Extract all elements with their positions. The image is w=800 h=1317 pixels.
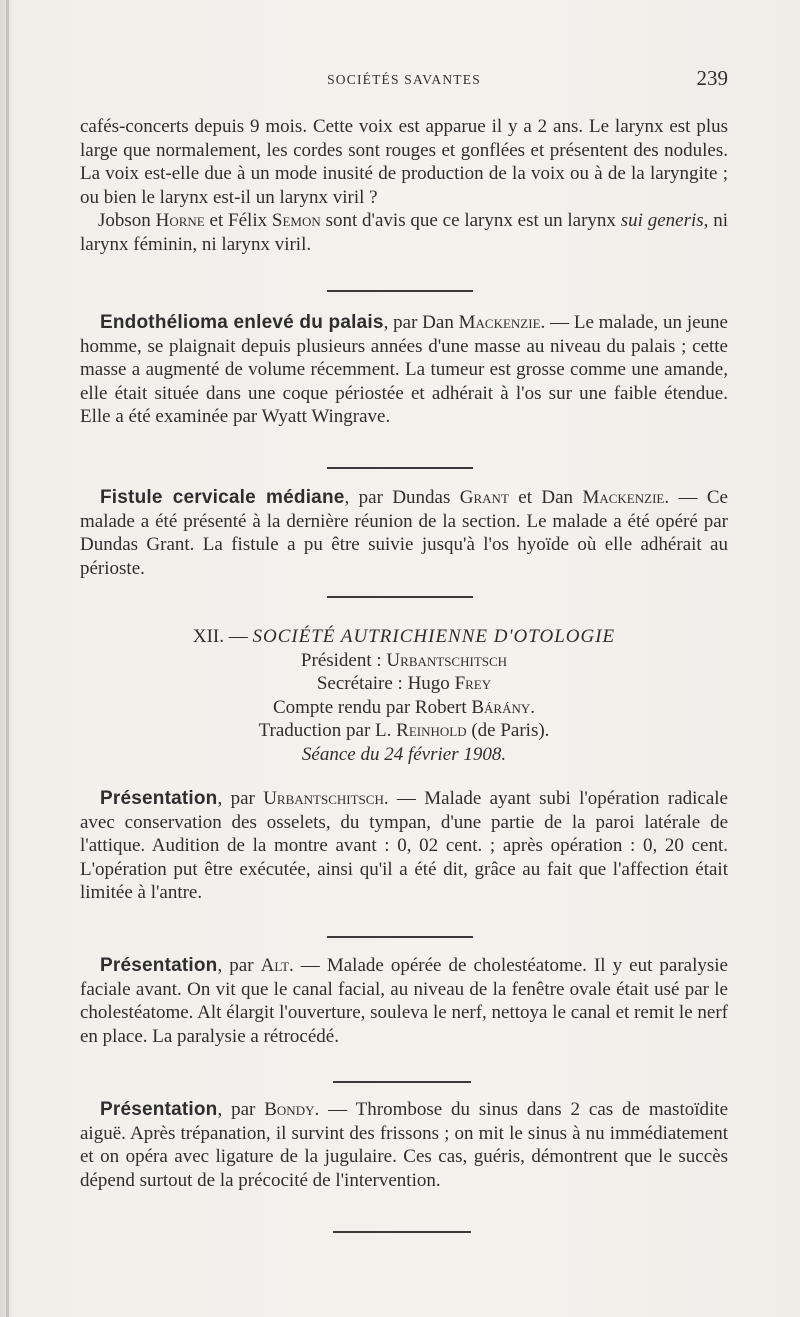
author-name: Mackenzie [582,487,665,508]
section-body: . — Le malade, un jeune homme, se plaignait depuis plusieurs années d'une masse au niveau du palais ; cette masse a augmenté de volume récemment. La tumeur est grosse comme une amande, elle était située dans une coque périostée et adhérait à l'os sur une faible étendue. Elle a été examinée par Wyatt Wingrave. [80,312,728,428]
label: Traduction par L. [258,720,397,742]
text-run: , ni larynx féminin, ni larynx viril. [80,210,729,255]
text-run: , par Dan [383,312,459,333]
section-divider [327,596,473,598]
section-heading: Fistule cervicale médiane [100,487,345,508]
text-run: Jobson [98,210,156,232]
society-president [80,649,728,673]
label: Secrétaire : Hugo [316,673,455,695]
section-heading: Endothélioma enlevé du palais [100,312,384,333]
section-divider [327,467,473,469]
report-author: Bárány [471,696,531,718]
running-title: SOCIÉTÉS SAVANTES [327,72,481,87]
intro-conclusion-paragraph [80,209,728,256]
label: Président : [300,649,387,671]
president-name: Urbantschitsch [386,649,508,671]
author-name: Bondy [264,1099,315,1120]
section-divider [333,1081,471,1083]
section-divider [333,1231,471,1233]
page-edge-shadow [6,0,9,1317]
author-name: Alt [260,955,290,976]
intro-section [80,115,728,257]
society-name: SOCIÉTÉ AUTRICHIENNE D'OTOLOGIE [252,626,616,647]
punctuation: . [530,696,536,718]
section-divider [327,290,473,292]
author-name: Horne [155,210,205,232]
society-secretary [80,672,728,696]
fistule-paragraph [80,486,728,580]
section-divider [327,936,473,938]
section-body: . — Malade opérée de cholestéatome. Il y eut paralysie faciale avant. On vit que le canal facial, au niveau de la fenêtre ovale était usé par le cholestéatome. Alt élargit l'ouverture, souleva le nerf, nettoya le canal et remit le nerf en place. La paralysie a rétrocédé. [80,955,728,1047]
section-body: . — Ce malade a été présenté à la dernière réunion de la section. Le malade a été opéré par Dundas Grant. La fistule a pu être suivie jusqu'à l'os hyoïde où elle adhérait au périoste. [80,487,728,579]
section-heading: Présentation [100,955,218,976]
society-title [80,625,728,649]
author-name: Mackenzie [458,312,541,333]
text-run: , par [217,1099,265,1120]
text-run: et Félix [204,210,272,232]
society-report [80,696,728,720]
society-header [80,625,728,767]
page-number: 239 [696,66,728,90]
text-run: , par [217,788,264,809]
session-date: Séance du 24 février 1908. [301,743,507,765]
author-name: Urbantschitsch [263,788,384,809]
latin-phrase: sui generis [620,210,704,232]
section-heading: Présentation [100,1099,218,1120]
section-heading: Présentation [100,788,218,809]
society-number: XII. — [192,626,253,647]
presentation-2-paragraph [80,954,728,1048]
presentation-3-paragraph [80,1098,728,1192]
intro-paragraph: cafés-concerts depuis 9 mois. Cette voix est apparue il y a 2 ans. Le larynx est plus large que normalement, les cordes sont rouges et gonflées et présentent des nodules. La voix est-elle due à un mode inusité de production de la voix ou à de la laryngite ; ou bien le larynx est-il un larynx viril ? [80,116,728,208]
secretary-name: Frey [454,673,492,695]
running-header [80,66,728,92]
endothelioma-paragraph [80,311,728,429]
presentation-1-section [80,787,728,905]
text-run: , par Dundas [344,487,460,508]
author-name: Grant [459,487,509,508]
text-run: , par [217,955,261,976]
label: Compte rendu par Robert [272,696,472,718]
society-translation [80,719,728,743]
text-run: sont d'avis que ce larynx est un larynx [320,210,621,232]
text-run: (de Paris). [466,720,550,742]
fistule-section [80,486,728,580]
presentation-3-section [80,1098,728,1192]
translator-name: Reinhold [396,720,467,742]
text-run: et Dan [508,487,583,508]
presentation-2-section [80,954,728,1048]
section-body: . — Malade ayant subi l'opération radicale avec conservation des osselets, du tympan, d'une partie de la paroi latérale de l'attique. Audition de la montre avant : 0, 02 cent. ; après opération : 0, 20 cent. L'opération put être exécutée, ainsi qu'il a été dit, grâce au fait que l'affection était limitée à l'antre. [80,788,728,904]
author-name: Semon [271,210,321,232]
presentation-1-paragraph [80,787,728,905]
endothelioma-section [80,311,728,429]
section-body: . — Thrombose du sinus dans 2 cas de mastoïdite aiguë. Après trépanation, il survint des frissons ; on mit le sinus à nu immédiatement et on opéra avec ligature de la jugulaire. Ces cas, guéris, démontrent que le succès dépend surtout de la précocité de l'intervention. [80,1099,728,1191]
